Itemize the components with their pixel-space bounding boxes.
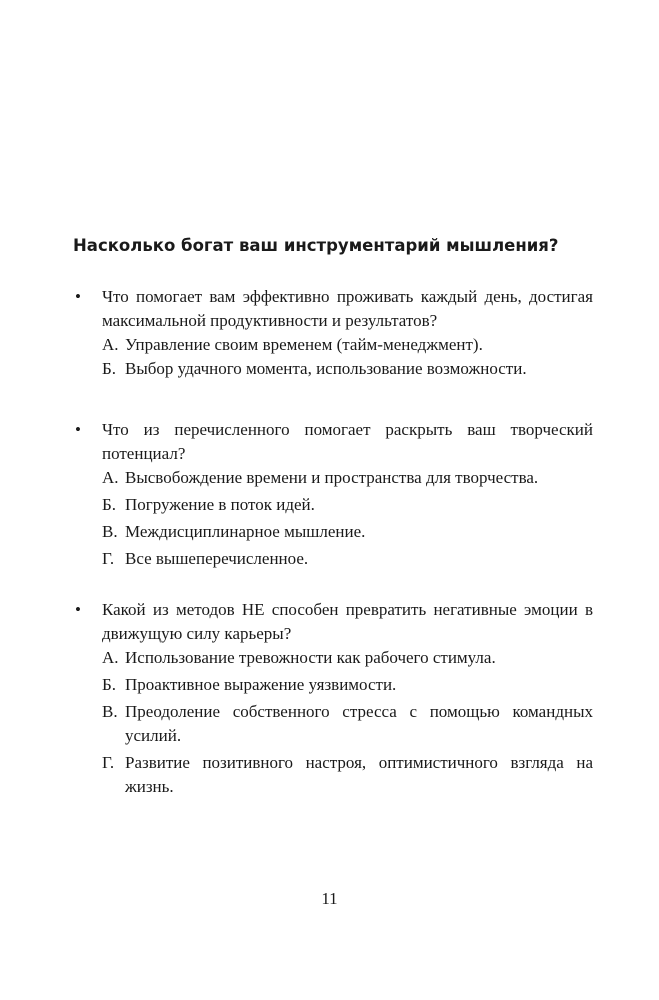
answer-text: Проактивное выражение уязвимости.: [125, 675, 397, 694]
question-2-text: Что из перечисленного помогает раскрыть ваш творческий потенциал?: [102, 420, 593, 463]
answer-item: [73, 520, 593, 544]
answer-item: [73, 673, 593, 697]
answer-letter: Г.: [102, 549, 115, 568]
answer-letter: А.: [102, 468, 119, 487]
question-1-answers: [73, 333, 593, 381]
page-number: 11: [321, 889, 338, 908]
answer-letter: Б.: [102, 359, 117, 378]
question-3-row: [73, 598, 593, 646]
bullet-icon: •: [75, 287, 81, 306]
question-2: [73, 418, 593, 571]
question-3: [73, 598, 593, 799]
answer-text: Междисциплинарное мышление.: [125, 522, 366, 541]
answer-item: [73, 493, 593, 517]
question-2-row: [73, 418, 593, 466]
answer-item: [73, 646, 593, 670]
answer-letter: Г.: [102, 753, 115, 772]
answer-item: [73, 333, 593, 357]
answer-text: Погружение в поток идей.: [125, 495, 315, 514]
answer-item: [73, 751, 593, 799]
answer-text: Высвобождение времени и пространства для творчества.: [125, 468, 539, 487]
question-1: [73, 285, 593, 381]
answer-text: Все вышеперечисленное.: [125, 549, 309, 568]
answer-letter: А.: [102, 648, 119, 667]
bullet-icon: •: [75, 600, 81, 619]
answer-letter: В.: [102, 522, 118, 541]
answer-item: [73, 547, 593, 571]
answer-letter: Б.: [102, 675, 117, 694]
question-3-text: Какой из методов НЕ способен превратить негативные эмоции в движущую силу карьеры?: [102, 600, 593, 643]
bullet-icon: •: [75, 420, 81, 439]
answer-item: [73, 357, 593, 381]
answer-text: Использование тревожности как рабочего стимула.: [125, 648, 496, 667]
answer-letter: А.: [102, 335, 119, 354]
answer-text: Выбор удачного момента, использование возможности.: [125, 359, 527, 378]
answer-item: [73, 466, 593, 490]
question-1-row: [73, 285, 593, 333]
section-heading: Насколько богат ваш инструментарий мышления?: [73, 236, 559, 255]
answer-letter: Б.: [102, 495, 117, 514]
answer-letter: В.: [102, 702, 118, 721]
answer-text: Управление своим временем (тайм-менеджмент).: [125, 335, 483, 354]
answer-item: [73, 700, 593, 748]
answer-text: Преодоление собственного стресса с помощью командных усилий.: [125, 702, 593, 745]
answer-text: Развитие позитивного настроя, оптимистичного взгляда на жизнь.: [125, 753, 593, 796]
question-3-answers: [73, 646, 593, 799]
question-1-text: Что помогает вам эффективно проживать каждый день, достигая максимальной продуктивности и результатов?: [102, 287, 593, 330]
question-2-answers: [73, 466, 593, 571]
